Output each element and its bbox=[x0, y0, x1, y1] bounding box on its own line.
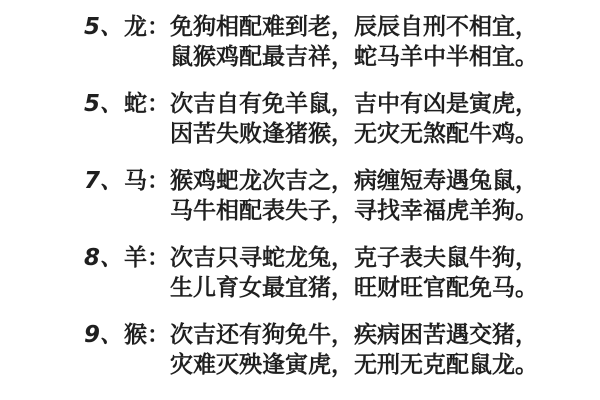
item-label bbox=[84, 88, 170, 119]
item-number: 5、 bbox=[84, 14, 124, 40]
verse-line-1: 猴鸡蚆龙次吉之，病缠短寿遇兔鼠， bbox=[170, 167, 539, 193]
list-item bbox=[84, 165, 544, 225]
item-number: 5、 bbox=[84, 91, 124, 117]
verse-line-2: 灾难灭殃逢寅虎，无刑无克配鼠龙。 bbox=[170, 351, 539, 377]
item-animal: 羊： bbox=[124, 244, 171, 270]
item-label bbox=[84, 242, 170, 273]
item-animal: 猴： bbox=[124, 321, 171, 347]
item-animal: 马： bbox=[124, 167, 171, 193]
verse-line-2: 鼠猴鸡配最吉祥，蛇马羊中半相宜。 bbox=[170, 43, 539, 69]
item-label bbox=[84, 11, 170, 42]
verse-block bbox=[170, 88, 544, 148]
item-number: 9、 bbox=[84, 322, 124, 348]
item-number: 7、 bbox=[84, 168, 124, 194]
item-label bbox=[84, 165, 170, 196]
item-label bbox=[84, 319, 170, 350]
list-item bbox=[84, 11, 544, 71]
verse-line-1: 次吉只寻蛇龙兔，克子表夫鼠牛狗， bbox=[170, 244, 539, 270]
verse-block bbox=[170, 242, 544, 302]
verse-line-2: 马牛相配表失子，寻找幸福虎羊狗。 bbox=[170, 197, 539, 223]
verse-block bbox=[170, 319, 544, 379]
item-animal: 蛇： bbox=[124, 90, 171, 116]
verse-block bbox=[170, 165, 544, 225]
list-item bbox=[84, 242, 544, 302]
item-number: 8、 bbox=[84, 245, 124, 271]
verse-line-2: 生儿育女最宜猪，旺财旺官配免马。 bbox=[170, 274, 539, 300]
verse-line-1: 次吉还有狗免牛，疾病困苦遇交猪， bbox=[170, 321, 539, 347]
verse-block bbox=[170, 11, 544, 71]
verse-line-1: 免狗相配难到老，辰辰自刑不相宜， bbox=[170, 13, 539, 39]
verse-line-2: 因苦失败逢猪猴，无灾无煞配牛鸡。 bbox=[170, 120, 539, 146]
verse-line-1: 次吉自有免羊鼠，吉中有凶是寅虎， bbox=[170, 90, 539, 116]
list-item bbox=[84, 319, 544, 379]
item-animal: 龙： bbox=[124, 13, 171, 39]
list-item bbox=[84, 88, 544, 148]
